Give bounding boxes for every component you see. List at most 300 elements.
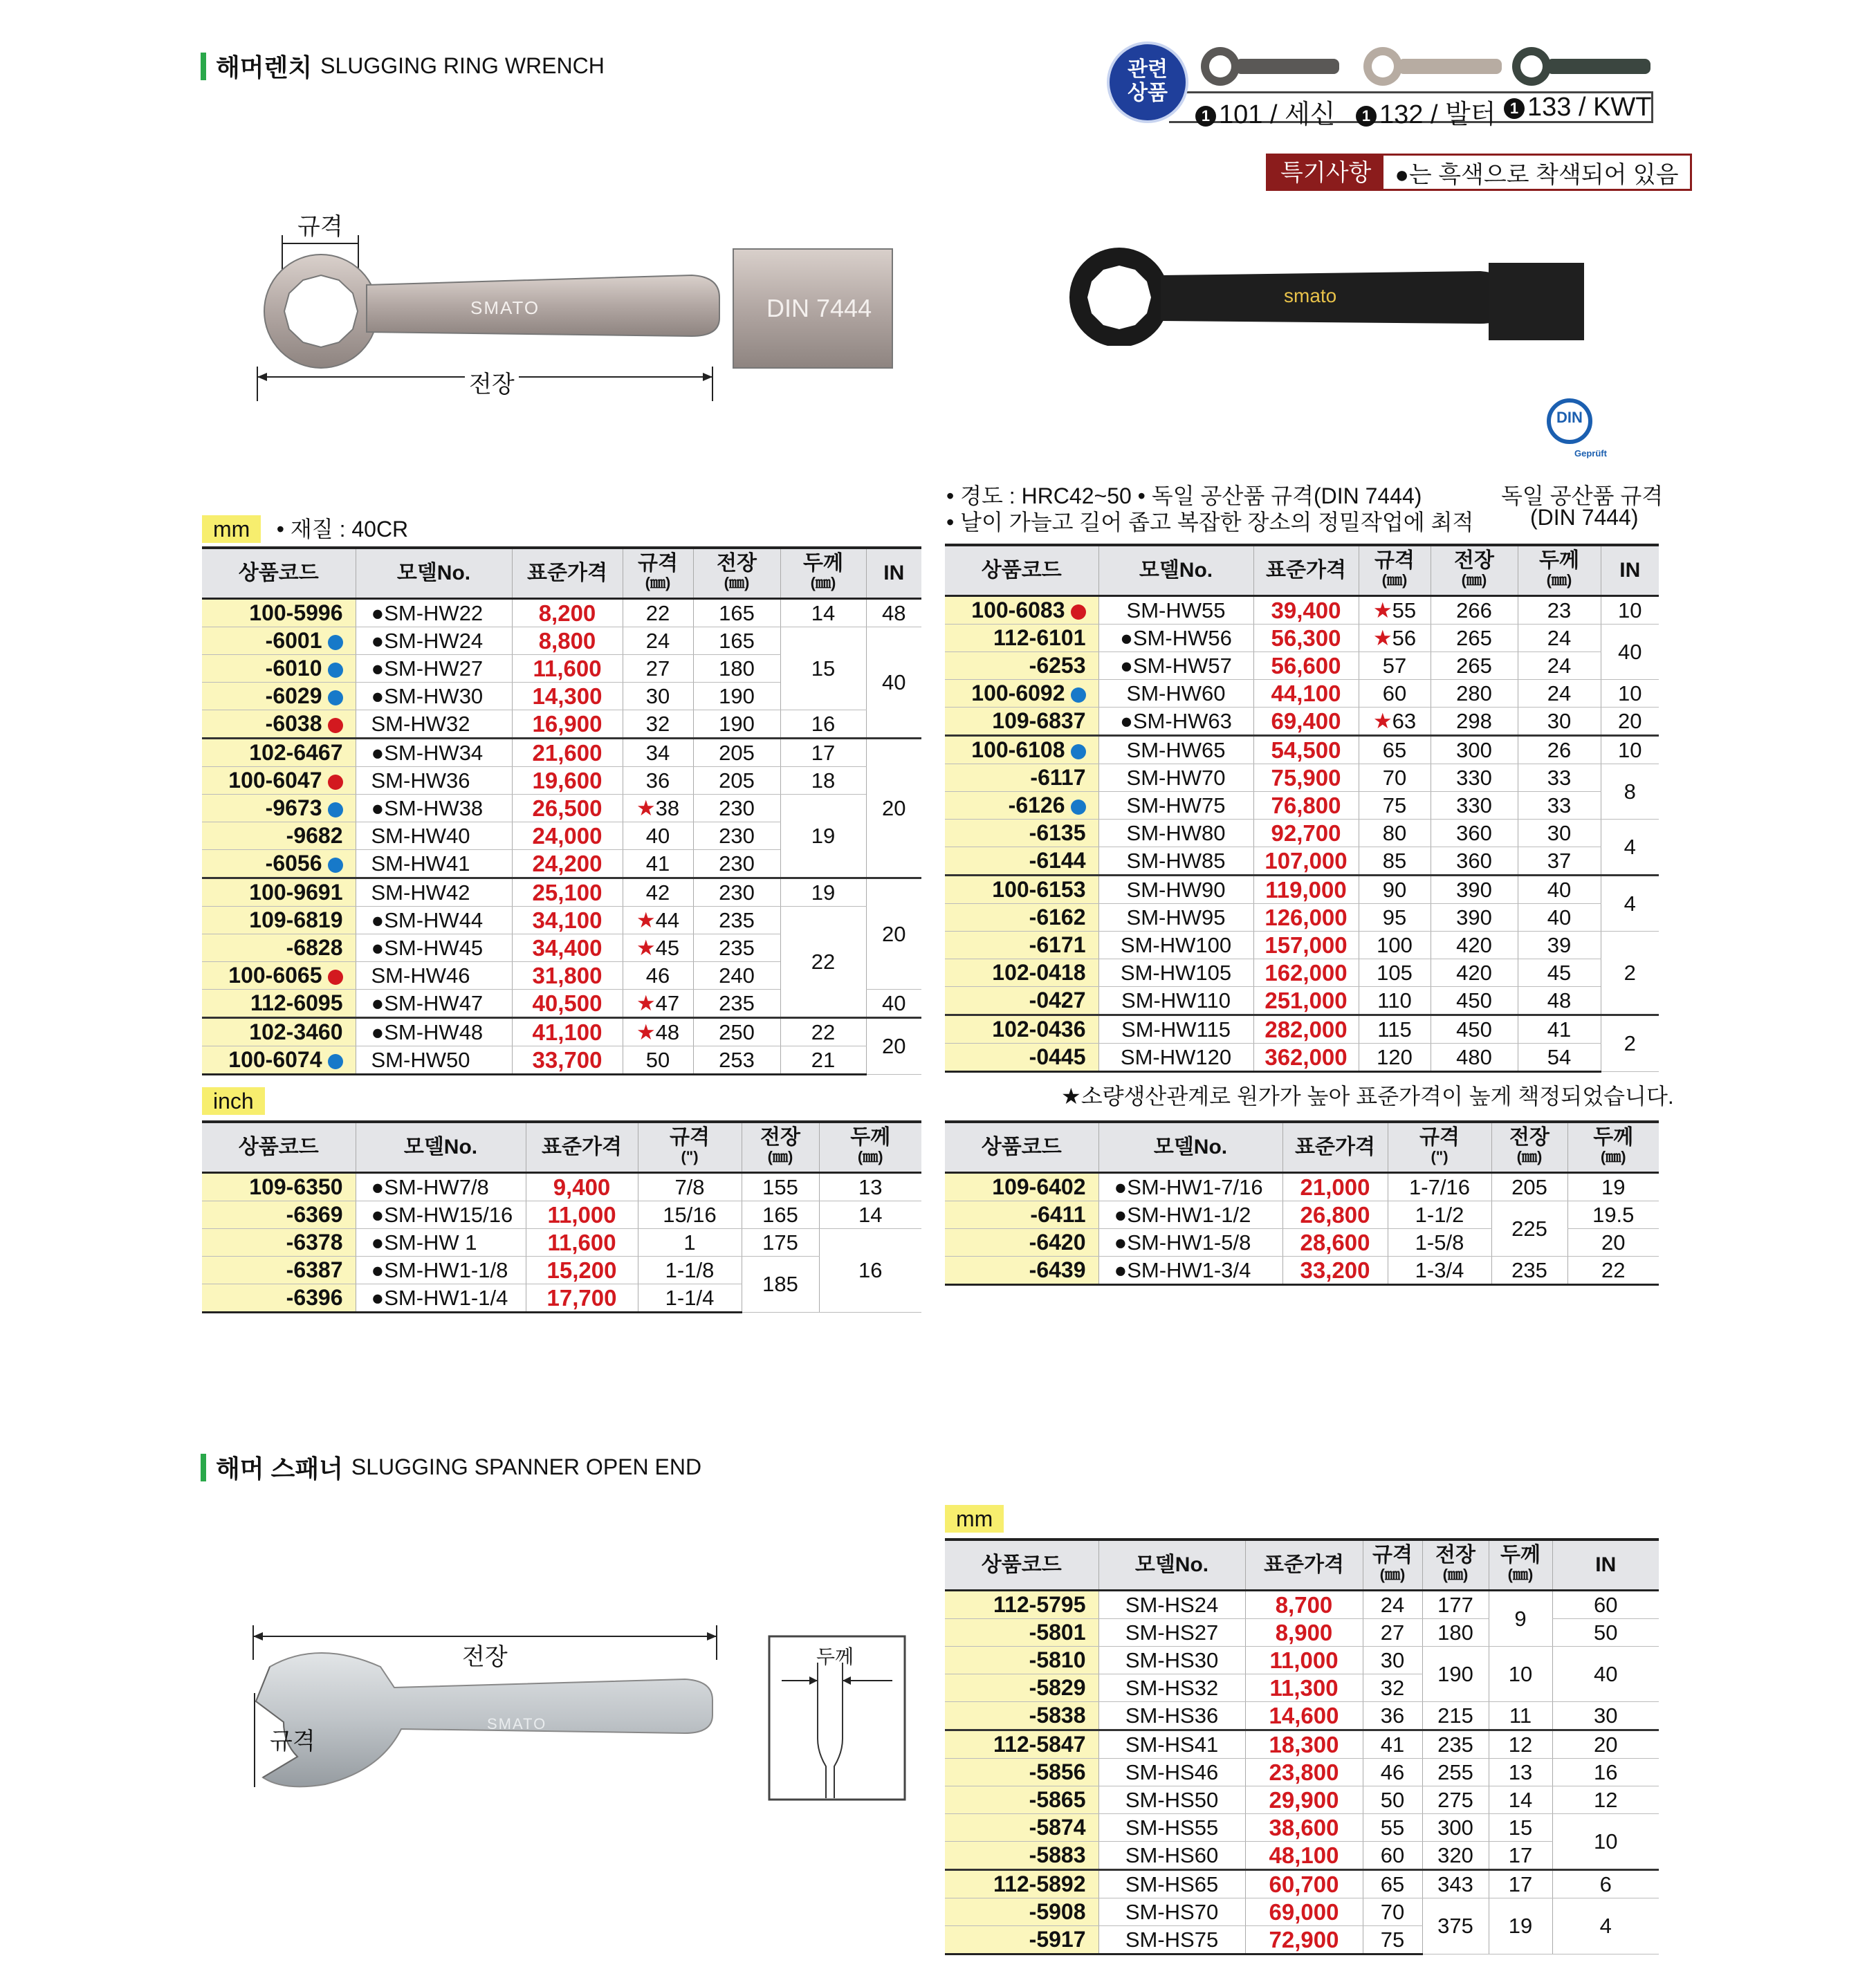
thickness: 14	[1489, 1786, 1552, 1814]
spec: 85	[1359, 847, 1431, 876]
length: 253	[693, 1046, 780, 1075]
unit-tag-mm: mm	[202, 515, 261, 543]
length: 390	[1431, 904, 1518, 932]
model-no: ●SM-HW1-1/8	[356, 1257, 526, 1284]
blue-dot-icon	[328, 802, 343, 817]
title-accent-bar	[201, 53, 206, 80]
price: 29,900	[1245, 1786, 1363, 1814]
star-icon: ★	[1372, 598, 1392, 622]
spec: 1-1/2	[1388, 1201, 1491, 1229]
col-thick-label: 두께	[1539, 549, 1579, 572]
model-no: ●SM-HW45	[356, 934, 512, 962]
section-title-ring-wrench	[201, 48, 605, 84]
col-code: 상품코드	[945, 1122, 1098, 1173]
spec: 105	[1359, 959, 1431, 987]
model-no: SM-HW50	[356, 1046, 512, 1075]
model-no: SM-HW55	[1098, 596, 1253, 625]
star-footnote-text: ★소량생산관계로 원가가 높아 표준가격이 높게 책정되었습니다.	[1061, 1084, 1674, 1109]
col-thick	[1567, 1122, 1659, 1173]
in-qty: 4	[1601, 876, 1659, 932]
model-no: SM-HW41	[356, 850, 512, 878]
product-code: 100-9691	[202, 878, 356, 907]
price: 11,600	[526, 1229, 638, 1257]
table-row	[202, 1173, 921, 1201]
price: 69,000	[1245, 1898, 1363, 1926]
length: 230	[693, 795, 780, 822]
price: 72,900	[1245, 1926, 1363, 1954]
model-no: ●SM-HW1-1/4	[356, 1284, 526, 1313]
product-code	[202, 850, 356, 878]
model-no: SM-HS75	[1098, 1926, 1245, 1954]
length: 165	[693, 599, 780, 627]
col-spec-unit: (㎜)	[1381, 571, 1408, 589]
in-qty: 10	[1601, 736, 1659, 764]
col-in: IN	[1601, 545, 1659, 596]
thickness: 22	[1567, 1257, 1659, 1285]
thickness: 45	[1518, 959, 1601, 987]
spec: 42	[623, 878, 693, 907]
price: 24,200	[512, 850, 623, 878]
product-code: -5856	[945, 1759, 1098, 1786]
table-ring-wrench-inch-right	[945, 1120, 1659, 1286]
thickness: 40	[1518, 876, 1601, 904]
length: 450	[1431, 987, 1518, 1015]
model-no: SM-HW32	[356, 710, 512, 739]
model-no: SM-HS41	[1098, 1730, 1245, 1759]
product-code-text: 100-6083	[971, 598, 1065, 622]
col-price: 표준가격	[1253, 545, 1359, 596]
thickness: 18	[780, 767, 866, 795]
table-row	[945, 625, 1659, 652]
price: 11,000	[1245, 1647, 1363, 1674]
thickness: 9	[1489, 1591, 1552, 1647]
length: 175	[742, 1229, 819, 1257]
title-english: SLUGGING SPANNER OPEN END	[351, 1454, 702, 1479]
length: 235	[693, 934, 780, 962]
thickness: 16	[780, 710, 866, 739]
price: 14,300	[512, 683, 623, 710]
length: 330	[1431, 792, 1518, 820]
spec-note-hardness: • 경도 : HRC42~50 • 독일 공산품 규격(DIN 7444)	[946, 483, 1422, 508]
product-code: -5801	[945, 1619, 1098, 1647]
unit-tag-inch: inch	[202, 1087, 265, 1115]
table-row	[945, 847, 1659, 876]
thickness: 48	[1518, 987, 1601, 1015]
thickness: 19.5	[1567, 1201, 1659, 1229]
thickness: 15	[1489, 1814, 1552, 1842]
number-circle-icon: 1	[1356, 106, 1377, 127]
product-code-text: 100-6108	[971, 737, 1065, 762]
model-no: SM-HW80	[1098, 820, 1253, 847]
thickness: 37	[1518, 847, 1601, 876]
price: 60,700	[1245, 1870, 1363, 1898]
thickness: 26	[1518, 736, 1601, 764]
table-row	[945, 680, 1659, 708]
model-no: SM-HS60	[1098, 1842, 1245, 1870]
product-code	[945, 792, 1098, 820]
mm-unit-row	[202, 512, 408, 544]
length: 298	[1431, 708, 1518, 736]
table-row	[945, 904, 1659, 932]
spec	[623, 795, 693, 822]
length: 343	[1422, 1870, 1489, 1898]
product-code-text: -6029	[265, 683, 322, 708]
in-qty: 20	[1552, 1730, 1659, 1759]
price: 69,400	[1253, 708, 1359, 736]
thickness: 30	[1518, 708, 1601, 736]
table-row	[945, 1814, 1659, 1842]
col-thick	[1489, 1540, 1552, 1591]
star-icon: ★	[1372, 708, 1392, 733]
spec	[1359, 596, 1431, 625]
product-code: -6117	[945, 764, 1098, 792]
special-note	[1266, 154, 1692, 191]
red-dot-icon	[328, 970, 343, 985]
number-circle-icon: 1	[1504, 98, 1525, 119]
length: 180	[693, 655, 780, 683]
spec: 46	[623, 962, 693, 990]
price: 11,300	[1245, 1674, 1363, 1702]
blue-dot-icon	[328, 635, 343, 650]
spec-text: 38	[655, 795, 680, 820]
col-length-label: 전장	[760, 1126, 800, 1149]
table-row	[945, 1647, 1659, 1674]
model-no: SM-HW42	[356, 878, 512, 907]
related-wrench-3-image	[1508, 45, 1653, 88]
length: 165	[742, 1201, 819, 1229]
product-code: -0445	[945, 1044, 1098, 1072]
thickness: 24	[1518, 652, 1601, 680]
col-length	[1422, 1540, 1489, 1591]
product-code: -5883	[945, 1842, 1098, 1870]
price: 28,600	[1282, 1229, 1388, 1257]
spec-text: 47	[655, 990, 680, 1015]
length: 240	[693, 962, 780, 990]
thickness: 22	[780, 1018, 866, 1046]
product-code	[202, 962, 356, 990]
col-length-unit: (㎜)	[1516, 1148, 1543, 1165]
in-qty: 8	[1601, 764, 1659, 820]
din-logo-text: DIN	[1556, 409, 1583, 426]
related-item-text: 101 / 세신	[1219, 100, 1336, 129]
model-no: ●SM-HW30	[356, 683, 512, 710]
product-code: -6171	[945, 932, 1098, 959]
col-spec	[623, 548, 693, 599]
din-note-line2: (DIN 7444)	[1530, 505, 1639, 530]
col-thick-label: 두께	[803, 552, 843, 575]
length: 375	[1422, 1898, 1489, 1954]
blue-dot-icon	[328, 858, 343, 873]
star-footnote	[1061, 1079, 1674, 1111]
price: 34,400	[512, 934, 623, 962]
table-row	[202, 878, 921, 907]
spec: 1-1/4	[638, 1284, 742, 1313]
length: 235	[1422, 1730, 1489, 1759]
product-code: -5829	[945, 1674, 1098, 1702]
in-qty: 40	[866, 990, 921, 1018]
model-no: ●SM-HW44	[356, 907, 512, 934]
in-qty: 48	[866, 599, 921, 627]
related-item-3[interactable]	[1504, 93, 1652, 122]
thickness: 41	[1518, 1015, 1601, 1044]
table-row	[202, 907, 921, 934]
related-item-2[interactable]	[1356, 93, 1496, 131]
col-code: 상품코드	[202, 1122, 356, 1173]
product-code: 112-5847	[945, 1730, 1098, 1759]
spec: 1-1/8	[638, 1257, 742, 1284]
spec	[623, 934, 693, 962]
table-row	[945, 652, 1659, 680]
model-no: SM-HS46	[1098, 1759, 1245, 1786]
thickness: 14	[780, 599, 866, 627]
price: 8,900	[1245, 1619, 1363, 1647]
table-row	[945, 820, 1659, 847]
spec-text: 63	[1392, 708, 1417, 733]
in-qty: 50	[1552, 1619, 1659, 1647]
col-price: 표준가격	[1245, 1540, 1363, 1591]
spec: 24	[623, 627, 693, 655]
col-spec-label: 규격	[1374, 549, 1415, 572]
spanner-brand-mark: SMATO	[487, 1715, 547, 1732]
special-note-text: ●는 흑색으로 착색되어 있음	[1395, 161, 1679, 188]
model-no: SM-HS32	[1098, 1674, 1245, 1702]
thickness: 17	[1489, 1870, 1552, 1898]
col-thick	[780, 548, 866, 599]
spec: 41	[623, 850, 693, 878]
spec: 46	[1363, 1759, 1422, 1786]
thickness: 19	[780, 795, 866, 878]
spec: 95	[1359, 904, 1431, 932]
spec: 27	[623, 655, 693, 683]
spec: 75	[1359, 792, 1431, 820]
product-code	[202, 655, 356, 683]
spanner-spec-label: 규격	[270, 1728, 315, 1755]
product-code: -5874	[945, 1814, 1098, 1842]
col-price: 표준가격	[1282, 1122, 1388, 1173]
price: 31,800	[512, 962, 623, 990]
table-row	[945, 1898, 1659, 1926]
model-no: SM-HW46	[356, 962, 512, 990]
model-no: SM-HW120	[1098, 1044, 1253, 1072]
table-row	[945, 708, 1659, 736]
length: 360	[1431, 847, 1518, 876]
spec-text: 55	[1392, 598, 1417, 622]
price: 26,800	[1282, 1201, 1388, 1229]
in-qty: 4	[1552, 1898, 1659, 1954]
thickness: 10	[1489, 1647, 1552, 1702]
length: 230	[693, 850, 780, 878]
related-products	[1107, 41, 1653, 129]
product-code: -6378	[202, 1229, 356, 1257]
related-item-text: 133 / KWT	[1527, 93, 1652, 122]
length: 190	[693, 683, 780, 710]
in-qty: 30	[1552, 1702, 1659, 1730]
product-code: -6135	[945, 820, 1098, 847]
price: 54,500	[1253, 736, 1359, 764]
length: 255	[1422, 1759, 1489, 1786]
table-row	[945, 764, 1659, 792]
price: 15,200	[526, 1257, 638, 1284]
price: 8,800	[512, 627, 623, 655]
table-row	[202, 599, 921, 627]
spec: 30	[623, 683, 693, 710]
col-spec-unit: (")	[1431, 1148, 1449, 1165]
product-code: 112-5795	[945, 1591, 1098, 1619]
spanner-mm-unit-row	[945, 1505, 1004, 1533]
model-no: ●SM-HW1-3/4	[1098, 1257, 1282, 1285]
price: 8,700	[1245, 1591, 1363, 1619]
spec	[623, 1018, 693, 1046]
col-spec-unit: (㎜)	[1379, 1566, 1406, 1583]
model-no: SM-HS24	[1098, 1591, 1245, 1619]
price: 40,500	[512, 990, 623, 1018]
length: 165	[693, 627, 780, 655]
wrench-brand-mark: SMATO	[470, 297, 540, 318]
model-no: SM-HW60	[1098, 680, 1253, 708]
product-code	[945, 736, 1098, 764]
spec: 70	[1363, 1898, 1422, 1926]
col-length-unit: (㎜)	[724, 574, 750, 591]
length: 205	[693, 767, 780, 795]
title-korean: 해머렌치	[216, 53, 313, 82]
thickness: 24	[1518, 680, 1601, 708]
spec: 36	[623, 767, 693, 795]
col-length-label: 전장	[1435, 1544, 1475, 1566]
in-qty: 6	[1552, 1870, 1659, 1898]
col-length	[693, 548, 780, 599]
col-model: 모델No.	[356, 1122, 526, 1173]
spec: 7/8	[638, 1173, 742, 1201]
related-item-1[interactable]	[1195, 93, 1336, 131]
product-code: 112-5892	[945, 1870, 1098, 1898]
table-row	[945, 959, 1659, 987]
price: 18,300	[1245, 1730, 1363, 1759]
thickness: 13	[819, 1173, 921, 1201]
model-no: ●SM-HW63	[1098, 708, 1253, 736]
star-icon: ★	[636, 935, 656, 960]
product-code-text: -6010	[265, 656, 322, 681]
price: 21,000	[1282, 1173, 1388, 1201]
spec: 60	[1363, 1842, 1422, 1870]
table-row	[945, 876, 1659, 904]
col-code: 상품코드	[945, 545, 1098, 596]
col-thick-label: 두께	[1500, 1544, 1541, 1566]
col-thick-unit: (㎜)	[810, 574, 836, 591]
model-no: ●SM-HW7/8	[356, 1173, 526, 1201]
spec: 1	[638, 1229, 742, 1257]
din-stamp-mark: DIN 7444	[766, 294, 872, 322]
product-code: 102-0436	[945, 1015, 1098, 1044]
in-qty: 40	[1601, 625, 1659, 680]
col-code: 상품코드	[945, 1540, 1098, 1591]
spec: 70	[1359, 764, 1431, 792]
length: 235	[693, 990, 780, 1018]
thickness: 19	[1489, 1898, 1552, 1954]
product-code: 102-0418	[945, 959, 1098, 987]
product-code-text: -9673	[265, 795, 322, 820]
table-row	[945, 1786, 1659, 1814]
length: 275	[1422, 1786, 1489, 1814]
in-qty: 20	[866, 1018, 921, 1075]
table-row	[945, 792, 1659, 820]
table-row	[945, 1730, 1659, 1759]
price: 92,700	[1253, 820, 1359, 847]
col-model: 모델No.	[356, 548, 512, 599]
title-accent-bar	[201, 1454, 206, 1481]
model-no: ●SM-HW 1	[356, 1229, 526, 1257]
related-badge: 관련 상품	[1107, 41, 1188, 123]
spec: 40	[623, 822, 693, 850]
price: 157,000	[1253, 932, 1359, 959]
table-row	[945, 1201, 1659, 1229]
product-code: 109-6350	[202, 1173, 356, 1201]
product-code: -6369	[202, 1201, 356, 1229]
model-no: SM-HW95	[1098, 904, 1253, 932]
product-code: -0427	[945, 987, 1098, 1015]
product-code: -6420	[945, 1229, 1098, 1257]
col-length-label: 전장	[717, 552, 757, 575]
in-qty: 10	[1601, 596, 1659, 625]
length: 420	[1431, 932, 1518, 959]
product-code-text: 100-6074	[228, 1047, 322, 1072]
model-no: SM-HW85	[1098, 847, 1253, 876]
length: 330	[1431, 764, 1518, 792]
price: 11,000	[526, 1201, 638, 1229]
product-code: -5810	[945, 1647, 1098, 1674]
model-no: SM-HW100	[1098, 932, 1253, 959]
blue-dot-icon	[328, 663, 343, 678]
model-no: SM-HW36	[356, 767, 512, 795]
red-dot-icon	[328, 775, 343, 790]
star-icon: ★	[636, 907, 656, 932]
length: 300	[1422, 1814, 1489, 1842]
price: 162,000	[1253, 959, 1359, 987]
model-no: SM-HW40	[356, 822, 512, 850]
length: 450	[1431, 1015, 1518, 1044]
model-no: SM-HW70	[1098, 764, 1253, 792]
product-code: 102-3460	[202, 1018, 356, 1046]
model-no: ●SM-HW1-1/2	[1098, 1201, 1282, 1229]
star-icon: ★	[636, 1019, 656, 1044]
thickness: 20	[1567, 1229, 1659, 1257]
price: 107,000	[1253, 847, 1359, 876]
table-row	[945, 1619, 1659, 1647]
col-code: 상품코드	[202, 548, 356, 599]
price: 126,000	[1253, 904, 1359, 932]
length: 215	[1422, 1702, 1489, 1730]
in-qty: 40	[1552, 1647, 1659, 1702]
model-no: ●SM-HW15/16	[356, 1201, 526, 1229]
blue-dot-icon	[328, 690, 343, 705]
thickness: 39	[1518, 932, 1601, 959]
price: 251,000	[1253, 987, 1359, 1015]
price: 56,600	[1253, 652, 1359, 680]
product-code: -6387	[202, 1257, 356, 1284]
table-row	[945, 932, 1659, 959]
col-model: 모델No.	[1098, 545, 1253, 596]
thickness: 19	[1567, 1173, 1659, 1201]
model-no: SM-HW90	[1098, 876, 1253, 904]
product-code	[202, 627, 356, 655]
model-no: ●SM-HW48	[356, 1018, 512, 1046]
product-code	[202, 1046, 356, 1075]
special-note-label: 특기사항	[1268, 156, 1383, 189]
thickness: 13	[1489, 1759, 1552, 1786]
thickness: 14	[819, 1201, 921, 1229]
col-length	[1491, 1122, 1567, 1173]
length: 235	[693, 907, 780, 934]
length: 177	[1422, 1591, 1489, 1619]
